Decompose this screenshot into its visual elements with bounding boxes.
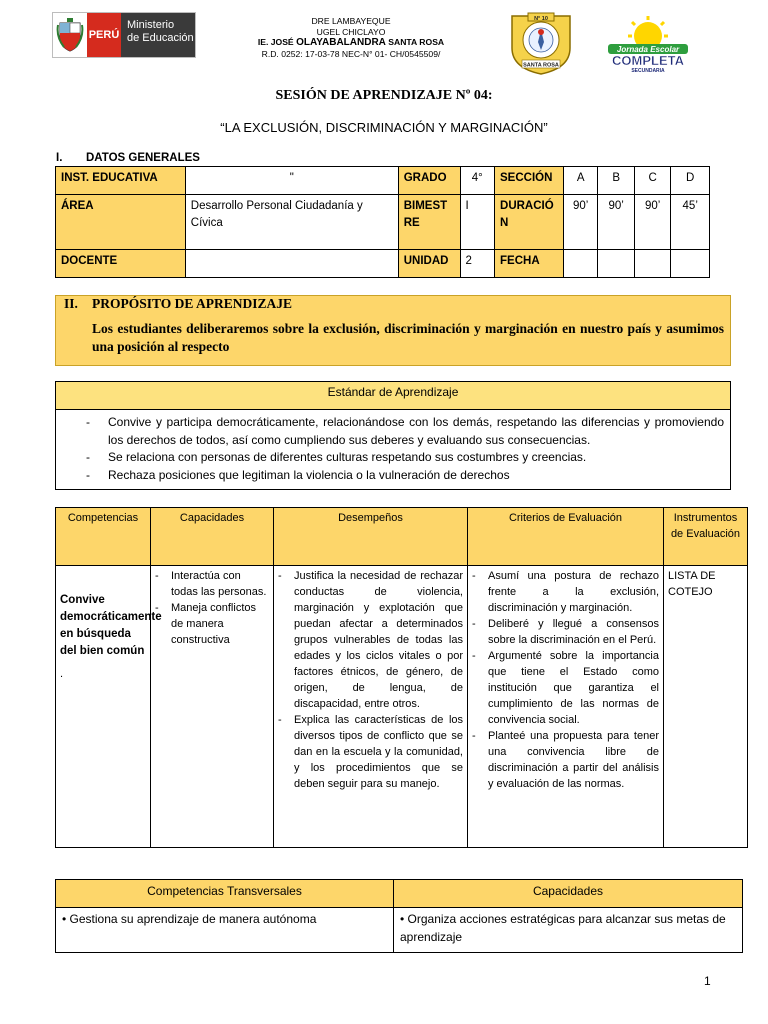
competencia-cell: [56, 566, 162, 848]
grado-value: 4°: [460, 167, 494, 195]
competencias-table: [55, 507, 748, 848]
section-datos-num: I.: [56, 152, 63, 164]
list-item: - Asumí una postura de rechazo frente a la exclusión, discriminación y marginación.: [472, 568, 659, 616]
seccion-label: SECCIÓN: [495, 167, 564, 195]
school-crest-number: N° 10: [534, 16, 548, 22]
ministerio-line1: Ministerio: [127, 19, 175, 31]
seccion-c: C: [634, 167, 671, 195]
table-row: [56, 167, 710, 195]
area-label: ÁREA: [56, 195, 186, 250]
fecha-cell: [634, 250, 671, 278]
header-competencias-transversales: Competencias Transversales: [56, 880, 394, 908]
dre-label: DRE LAMBAYEQUE: [311, 16, 391, 26]
school-crest-logo: [506, 10, 576, 76]
table-row: [56, 250, 710, 278]
criterios-cell: [468, 566, 664, 848]
header-competencias: Competencias: [56, 508, 151, 566]
page-number: 1: [704, 974, 711, 988]
header-criterios: Criterios de Evaluación: [468, 508, 664, 566]
list-item: - Convive y participa democráticamente, relacionándose con los demás, respetando las diferencias y promoviendo los derechos de todos, así como cumpliendo sus deberes y evaluando sus consecuencias.: [86, 414, 724, 449]
section-datos-title: [56, 152, 200, 164]
grado-label: GRADO: [398, 167, 460, 195]
duracion-b: 90’: [598, 195, 635, 250]
proposito-num: II.: [64, 296, 78, 311]
instrumento-cell: LISTA DE COTEJO: [664, 566, 748, 848]
transversales-table: [55, 879, 743, 953]
table-row: [56, 908, 743, 953]
ministerio-line2: de Educación: [127, 32, 194, 44]
duracion-c: 90’: [634, 195, 671, 250]
capacidades-list: [155, 568, 269, 648]
list-item: - Se relaciona con personas de diferentes culturas respetando sus costumbres y creencias.: [86, 449, 724, 467]
fecha-cell: [671, 250, 710, 278]
institution-header: [222, 16, 480, 59]
ie-suffix: SANTA ROSA: [385, 37, 445, 47]
jornada-line3: SECUNDARIA: [631, 68, 665, 74]
header-desempenos: Desempeños: [274, 508, 468, 566]
peru-label: PERÚ: [87, 13, 121, 57]
session-topic: “LA EXCLUSIÓN, DISCRIMINACIÓN Y MARGINACIÓN”: [220, 120, 548, 135]
peru-coat-of-arms-icon: [53, 13, 87, 57]
seccion-b: B: [598, 167, 635, 195]
estandar-title: Estándar de Aprendizaje: [56, 382, 730, 410]
list-item: - Maneja conflictos de manera constructiva: [155, 600, 269, 648]
header-instrumentos: Instrumentos de Evaluación: [664, 508, 748, 566]
ie-label: [222, 37, 480, 49]
inst-label: INST. EDUCATIVA: [56, 167, 186, 195]
ie-name: OLAYABALANDRA: [296, 37, 386, 48]
fecha-label: FECHA: [495, 250, 564, 278]
list-item: - Explica las características de los diversos tipos de conflicto que se dan en la escuela y la comunidad, y los procedimientos que se deben seguir para su manejo.: [278, 712, 463, 792]
list-item: - Justifica la necesidad de rechazar conductas de violencia, marginación y explotación que puedan afectar a determinados grupos vulnerables de todas las edades y los ciclos vitales o por factores étnicos, de género, de origen, de lengua, de discapacidad, entre otros.: [278, 568, 463, 712]
school-crest-bottom: SANTA ROSA: [523, 62, 559, 69]
estandar-list: [56, 410, 730, 484]
jornada-line2: COMPLETA: [612, 53, 684, 68]
list-item: - Argumenté sobre la importancia que tiene el Estado como institución que garantiza el cumplimiento de las normas de convivencia social.: [472, 648, 659, 728]
transversal-competencia: • Gestiona su aprendizaje de manera autónoma: [56, 908, 394, 953]
list-item: - Interactúa con todas las personas.: [155, 568, 269, 600]
criterios-list: [472, 568, 659, 792]
header-capacidades-transversales: Capacidades: [394, 880, 743, 908]
session-title: SESIÓN DE APRENDIZAJE Nº 04:: [275, 88, 493, 103]
jornada-escolar-logo: [606, 14, 690, 74]
header-capacidades: Capacidades: [151, 508, 274, 566]
ugel-label: UGEL CHICLAYO: [316, 26, 386, 37]
transversal-capacidad: • Organiza acciones estratégicas para alcanzar sus metas de aprendizaje: [394, 908, 743, 953]
list-item: - Rechaza posiciones que legitiman la violencia o la vulneración de derechos: [86, 467, 724, 485]
competencia-dot: .: [60, 668, 64, 680]
datos-generales-table: [55, 166, 710, 278]
rd-label: R.D. 0252: 17-03-78 NEC-N° 01- CH/0545509/: [261, 48, 441, 59]
unidad-label: UNIDAD: [398, 250, 460, 278]
list-item: - Deliberé y llegué a consensos sobre la discriminación en el Perú.: [472, 616, 659, 648]
duracion-label: DURACIÓN: [495, 195, 564, 250]
ministerio-label: [121, 13, 195, 57]
estandar-box: [55, 381, 731, 490]
unidad-value: 2: [460, 250, 494, 278]
fecha-cell: [598, 250, 635, 278]
table-header-row: [56, 880, 743, 908]
duracion-d: 45’: [671, 195, 710, 250]
duracion-a: 90’: [563, 195, 597, 250]
desempenos-cell: [274, 566, 468, 848]
docente-label: DOCENTE: [56, 250, 186, 278]
capacidades-cell: [151, 566, 274, 848]
table-row: [56, 566, 748, 848]
desempenos-list: [278, 568, 463, 792]
inst-value: ": [185, 167, 398, 195]
jornada-line1: Jornada Escolar: [616, 45, 680, 54]
table-header-row: [56, 508, 748, 566]
section-datos-label: DATOS GENERALES: [86, 152, 200, 164]
docente-value: [185, 250, 398, 278]
proposito-box: [55, 295, 731, 366]
competencia-name: Convive democráticamente en búsqueda del bien común: [60, 594, 162, 657]
fecha-cell: [563, 250, 597, 278]
seccion-d: D: [671, 167, 710, 195]
ie-prefix: IE. JOSÉ: [257, 37, 297, 47]
list-item: - Planteé una propuesta para tener una convivencia libre de discriminación a partir del análisis y evaluación de las normas.: [472, 728, 659, 792]
proposito-text: Los estudiantes deliberaremos sobre la exclusión, discriminación y marginación en nuestro país y asumimos una posición al respecto: [92, 321, 724, 354]
bimestre-label: BIMESTRE: [398, 195, 460, 250]
table-row: [56, 195, 710, 250]
proposito-heading: [64, 296, 292, 312]
ministerio-logo: [52, 12, 196, 58]
proposito-title: PROPÓSITO DE APRENDIZAJE: [92, 296, 293, 311]
seccion-a: A: [563, 167, 597, 195]
bimestre-value: I: [460, 195, 494, 250]
area-value: Desarrollo Personal Ciudadanía y Cívica: [185, 195, 398, 250]
